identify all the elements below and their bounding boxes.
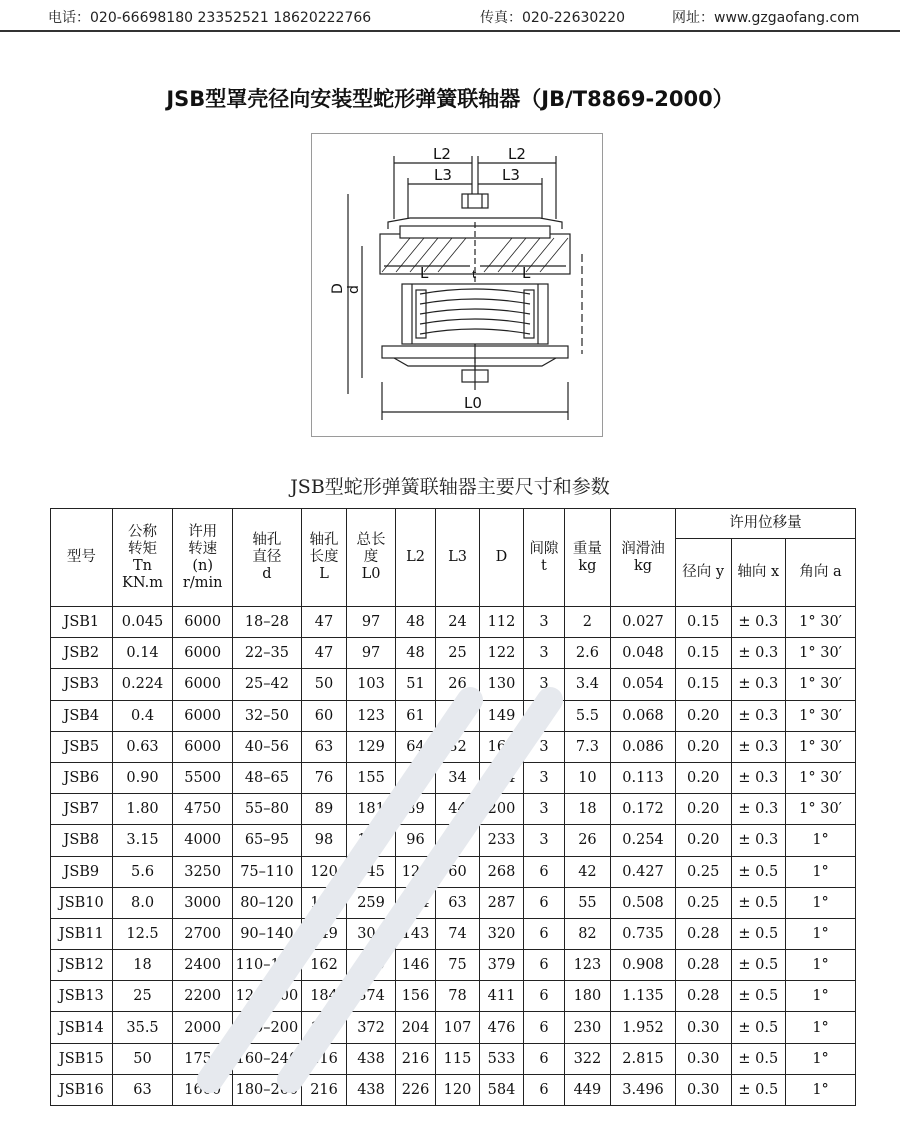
table-cell: ± 0.5	[731, 856, 786, 887]
table-cell: 50	[301, 669, 347, 700]
table-cell: 63	[436, 887, 479, 918]
table-cell: JSB11	[51, 918, 113, 949]
header-l3: L3	[436, 509, 479, 607]
table-cell: 0.027	[611, 607, 676, 638]
table-cell: 97	[347, 638, 396, 669]
table-cell: 0.508	[611, 887, 676, 918]
table-cell: 121	[395, 856, 435, 887]
table-row	[51, 794, 856, 825]
table-cell: 0.30	[675, 1043, 731, 1074]
header-d: D	[479, 509, 523, 607]
table-cell: 123	[564, 950, 611, 981]
table-cell: 216	[301, 1043, 347, 1074]
table-cell: 320	[479, 918, 523, 949]
table-row	[51, 731, 856, 762]
table-cell: 1° 30′	[786, 700, 856, 731]
table-cell: 322	[564, 1043, 611, 1074]
table-cell: JSB16	[51, 1074, 113, 1105]
table-cell: 110–170	[233, 950, 302, 981]
table-cell: 259	[347, 887, 396, 918]
table-cell: 0.735	[611, 918, 676, 949]
table-cell: ± 0.3	[731, 607, 786, 638]
table-cell: JSB5	[51, 731, 113, 762]
table-cell: 1°	[786, 1074, 856, 1105]
label-t: t	[472, 268, 477, 281]
table-cell: 200	[479, 794, 523, 825]
table-cell: 25–42	[233, 669, 302, 700]
table-cell: ± 0.3	[731, 762, 786, 793]
header-bore-diameter: 轴孔 直径 d	[233, 509, 302, 607]
table-cell: 1.135	[611, 981, 676, 1012]
table-cell: JSB13	[51, 981, 113, 1012]
table-cell: 6	[524, 950, 564, 981]
table-cell: 199	[347, 825, 396, 856]
table-cell: 12.5	[112, 918, 173, 949]
table-cell: 7.3	[564, 731, 611, 762]
table-cell: 1° 30′	[786, 638, 856, 669]
table-title: JSB型蛇形弹簧联轴器主要尺寸和参数	[290, 476, 610, 498]
table-cell: 48	[395, 638, 435, 669]
table-cell: JSB8	[51, 825, 113, 856]
table-cell: 0.4	[112, 700, 173, 731]
table-row	[51, 669, 856, 700]
table-cell: 120–200	[233, 981, 302, 1012]
label-d-outer: D	[330, 283, 346, 294]
table-cell: 3250	[173, 856, 233, 887]
table-cell: 1°	[786, 918, 856, 949]
table-cell: 8.0	[112, 887, 173, 918]
table-cell: 230	[564, 1012, 611, 1043]
table-cell: ± 0.3	[731, 731, 786, 762]
table-cell: 287	[479, 887, 523, 918]
table-cell: 0.113	[611, 762, 676, 793]
label-l2-right: L2	[508, 145, 526, 163]
table-cell: 90–140	[233, 918, 302, 949]
table-cell: JSB7	[51, 794, 113, 825]
table-cell: 80–120	[233, 887, 302, 918]
label-l-right: L	[522, 264, 531, 282]
header-gap: 间隙 t	[524, 509, 564, 607]
header-l2: L2	[395, 509, 435, 607]
table-cell: 476	[479, 1012, 523, 1043]
table-cell: 26	[436, 669, 479, 700]
table-row	[51, 1043, 856, 1074]
table-cell: 449	[564, 1074, 611, 1105]
table-cell: 0.28	[675, 918, 731, 949]
table-cell: 48–65	[233, 762, 302, 793]
table-cell: JSB9	[51, 856, 113, 887]
table-cell: 3	[524, 638, 564, 669]
table-cell: JSB1	[51, 607, 113, 638]
table-cell: 5500	[173, 762, 233, 793]
table-cell: 48	[395, 607, 435, 638]
table-cell: JSB15	[51, 1043, 113, 1074]
table-cell: 123	[347, 700, 396, 731]
table-cell: 438	[347, 1043, 396, 1074]
table-cell: 1.952	[611, 1012, 676, 1043]
table-cell: 31	[436, 700, 479, 731]
table-cell: 127	[301, 887, 347, 918]
table-cell: 245	[347, 856, 396, 887]
table-cell: 0.054	[611, 669, 676, 700]
table-cell: 6000	[173, 669, 233, 700]
table-cell: 163	[479, 731, 523, 762]
table-cell: ± 0.3	[731, 825, 786, 856]
table-cell: 1.80	[112, 794, 173, 825]
table-cell: 3	[524, 607, 564, 638]
table-cell: 1°	[786, 981, 856, 1012]
table-cell: 155	[347, 762, 396, 793]
header-torque: 公称 转矩 Tn KN.m	[112, 509, 173, 607]
table-cell: 67	[395, 762, 435, 793]
table-cell: 107	[436, 1012, 479, 1043]
table-cell: JSB3	[51, 669, 113, 700]
table-cell: 160–240	[233, 1043, 302, 1074]
contact-header	[0, 0, 900, 30]
table-cell: JSB2	[51, 638, 113, 669]
table-cell: 0.20	[675, 794, 731, 825]
table-cell: 0.427	[611, 856, 676, 887]
table-cell: 26	[564, 825, 611, 856]
table-cell: 146	[395, 950, 435, 981]
table-cell: 156	[395, 981, 435, 1012]
table-cell: ± 0.3	[731, 794, 786, 825]
table-row	[51, 887, 856, 918]
table-cell: 149	[479, 700, 523, 731]
table-cell: 25	[112, 981, 173, 1012]
table-cell: 3	[524, 794, 564, 825]
table-cell: 3	[524, 700, 564, 731]
table-cell: 533	[479, 1043, 523, 1074]
table-row	[51, 1074, 856, 1105]
table-cell: 0.15	[675, 638, 731, 669]
table-row	[51, 856, 856, 887]
parameter-table	[50, 508, 856, 1106]
table-cell: 18	[564, 794, 611, 825]
table-cell: JSB4	[51, 700, 113, 731]
table-cell: 1° 30′	[786, 762, 856, 793]
header-axial: 轴向 x	[731, 539, 786, 607]
table-cell: 6	[524, 1012, 564, 1043]
label-l3-right: L3	[502, 166, 520, 184]
table-cell: 226	[395, 1074, 435, 1105]
table-cell: 174	[479, 762, 523, 793]
phone-text: 电话：020-66698180 23352521 18620222766	[48, 10, 372, 26]
table-cell: 63	[112, 1074, 173, 1105]
table-cell: 183	[301, 1012, 347, 1043]
table-cell: 51	[395, 669, 435, 700]
table-cell: 0.086	[611, 731, 676, 762]
table-cell: 1°	[786, 825, 856, 856]
table-cell: 180–260	[233, 1074, 302, 1105]
table-cell: 6000	[173, 731, 233, 762]
table-cell: 0.068	[611, 700, 676, 731]
table-cell: 82	[564, 918, 611, 949]
header-grease: 润滑油 kg	[611, 509, 676, 607]
table-cell: 6	[524, 1043, 564, 1074]
label-l0: L0	[464, 394, 482, 412]
table-cell: 63	[301, 731, 347, 762]
table-cell: 5.6	[112, 856, 173, 887]
table-cell: 0.224	[112, 669, 173, 700]
website-link[interactable]: 网址：www.gzgaofang.com	[672, 10, 860, 26]
table-cell: 3.4	[564, 669, 611, 700]
table-cell: 0.908	[611, 950, 676, 981]
table-cell: 0.172	[611, 794, 676, 825]
table-cell: ± 0.3	[731, 638, 786, 669]
table-cell: 0.90	[112, 762, 173, 793]
table-cell: 47	[301, 638, 347, 669]
table-cell: 25	[436, 638, 479, 669]
table-cell: 89	[395, 794, 435, 825]
table-cell: 35.5	[112, 1012, 173, 1043]
table-cell: 1° 30′	[786, 794, 856, 825]
table-cell: 4000	[173, 825, 233, 856]
table-cell: 32–50	[233, 700, 302, 731]
table-cell: 112	[479, 607, 523, 638]
table-cell: 162	[301, 950, 347, 981]
label-l2-left: L2	[433, 145, 451, 163]
table-cell: 0.045	[112, 607, 173, 638]
table-cell: 120	[301, 856, 347, 887]
table-cell: 3	[524, 731, 564, 762]
table-row	[51, 607, 856, 638]
table-cell: ± 0.5	[731, 1043, 786, 1074]
table-cell: JSB12	[51, 950, 113, 981]
table-cell: 34	[436, 762, 479, 793]
table-cell: 124	[395, 887, 435, 918]
table-cell: 374	[347, 981, 396, 1012]
table-cell: ± 0.5	[731, 1012, 786, 1043]
table-cell: 6	[524, 887, 564, 918]
table-cell: 0.25	[675, 887, 731, 918]
table-cell: 60	[301, 700, 347, 731]
table-cell: 18–28	[233, 607, 302, 638]
table-cell: 47	[301, 607, 347, 638]
table-cell: 6000	[173, 638, 233, 669]
table-cell: 3	[524, 762, 564, 793]
table-cell: 0.20	[675, 731, 731, 762]
table-cell: 6	[524, 1074, 564, 1105]
coupling-drawing	[311, 133, 603, 437]
table-cell: 18	[112, 950, 173, 981]
table-cell: 2000	[173, 1012, 233, 1043]
table-cell: ± 0.3	[731, 700, 786, 731]
label-d-bore: d	[346, 285, 362, 294]
table-cell: 204	[395, 1012, 435, 1043]
table-cell: 120	[436, 1074, 479, 1105]
table-row	[51, 638, 856, 669]
table-cell: 129	[347, 731, 396, 762]
table-cell: 50	[112, 1043, 173, 1074]
table-cell: 115	[436, 1043, 479, 1074]
table-cell: 1750	[173, 1043, 233, 1074]
table-cell: 47	[436, 825, 479, 856]
table-cell: 184	[301, 981, 347, 1012]
coupling-drawing-svg	[312, 134, 602, 436]
table-cell: 584	[479, 1074, 523, 1105]
table-cell: JSB6	[51, 762, 113, 793]
table-cell: 1°	[786, 1043, 856, 1074]
table-cell: 97	[347, 607, 396, 638]
table-cell: 233	[479, 825, 523, 856]
table-cell: 6000	[173, 607, 233, 638]
table-cell: ± 0.3	[731, 669, 786, 700]
table-row	[51, 825, 856, 856]
table-cell: 75	[436, 950, 479, 981]
table-cell: 2.6	[564, 638, 611, 669]
table-cell: 0.28	[675, 981, 731, 1012]
table-cell: 0.15	[675, 607, 731, 638]
table-cell: 1°	[786, 1012, 856, 1043]
table-cell: 140–200	[233, 1012, 302, 1043]
table-cell: 268	[479, 856, 523, 887]
table-cell: 0.30	[675, 1012, 731, 1043]
label-l3-left: L3	[434, 166, 452, 184]
table-cell: 3.15	[112, 825, 173, 856]
table-cell: 75–110	[233, 856, 302, 887]
page-title: JSB型罩壳径向安装型蛇形弹簧联轴器（JB/T8869-2000）	[166, 87, 734, 111]
table-cell: JSB10	[51, 887, 113, 918]
table-cell: 103	[347, 669, 396, 700]
table-cell: 0.20	[675, 700, 731, 731]
table-cell: 0.14	[112, 638, 173, 669]
table-body	[51, 607, 856, 1106]
table-cell: 44	[436, 794, 479, 825]
table-cell: 2700	[173, 918, 233, 949]
table-cell: 2.815	[611, 1043, 676, 1074]
table-cell: 60	[436, 856, 479, 887]
table-cell: 372	[347, 1012, 396, 1043]
table-cell: 98	[301, 825, 347, 856]
table-cell: 0.28	[675, 950, 731, 981]
header-weight: 重量 kg	[564, 509, 611, 607]
table-cell: 122	[479, 638, 523, 669]
table-cell: 0.048	[611, 638, 676, 669]
header-bore-length: 轴孔 长度 L	[301, 509, 347, 607]
table-cell: 1°	[786, 887, 856, 918]
table-cell: 78	[436, 981, 479, 1012]
table-cell: 3	[524, 669, 564, 700]
table-cell: 438	[347, 1074, 396, 1105]
table-cell: 40–56	[233, 731, 302, 762]
table-cell: 32	[436, 731, 479, 762]
table-cell: 0.25	[675, 856, 731, 887]
header-total-length: 总长 度 L0	[347, 509, 396, 607]
table-cell: ± 0.5	[731, 887, 786, 918]
table-cell: 22–35	[233, 638, 302, 669]
table-cell: 0.15	[675, 669, 731, 700]
fax-text: 传真：020-22630220	[480, 10, 626, 26]
table-cell: 4750	[173, 794, 233, 825]
table-cell: 6000	[173, 700, 233, 731]
table-cell: 1° 30′	[786, 731, 856, 762]
table-cell: 42	[564, 856, 611, 887]
table-cell: 216	[301, 1074, 347, 1105]
table-cell: ± 0.5	[731, 950, 786, 981]
table-cell: 89	[301, 794, 347, 825]
table-cell: 55	[564, 887, 611, 918]
table-cell: 180	[564, 981, 611, 1012]
table-cell: 0.20	[675, 825, 731, 856]
table-cell: 130	[479, 669, 523, 700]
table-cell: 65–95	[233, 825, 302, 856]
table-cell: 379	[479, 950, 523, 981]
table-cell: ± 0.5	[731, 981, 786, 1012]
table-cell: 411	[479, 981, 523, 1012]
table-cell: 330	[347, 950, 396, 981]
header-radial: 径向 y	[675, 539, 731, 607]
table-cell: 2200	[173, 981, 233, 1012]
header-speed: 许用 转速 (n) r/min	[173, 509, 233, 607]
table-cell: 1°	[786, 856, 856, 887]
header-displacement: 许用位移量	[675, 509, 855, 539]
table-row	[51, 1012, 856, 1043]
table-cell: 64	[395, 731, 435, 762]
table-cell: 5.5	[564, 700, 611, 731]
table-cell: 1° 30′	[786, 669, 856, 700]
table-cell: 6	[524, 856, 564, 887]
table-cell: 149	[301, 918, 347, 949]
table-row	[51, 762, 856, 793]
header-model: 型号	[51, 509, 113, 607]
table-cell: 3000	[173, 887, 233, 918]
table-cell: 0.254	[611, 825, 676, 856]
table-cell: 10	[564, 762, 611, 793]
table-row	[51, 918, 856, 949]
label-l-left: L	[420, 264, 429, 282]
table-row	[51, 950, 856, 981]
table-cell: 55–80	[233, 794, 302, 825]
table-cell: JSB14	[51, 1012, 113, 1043]
table-cell: 3.496	[611, 1074, 676, 1105]
table-cell: 0.63	[112, 731, 173, 762]
table-cell: 76	[301, 762, 347, 793]
table-cell: 2	[564, 607, 611, 638]
table-cell: 181	[347, 794, 396, 825]
table-cell: 1° 30′	[786, 607, 856, 638]
table-cell: 96	[395, 825, 435, 856]
table-cell: 1600	[173, 1074, 233, 1105]
table-cell: 2400	[173, 950, 233, 981]
table-cell: 304	[347, 918, 396, 949]
table-cell: 6	[524, 981, 564, 1012]
header-angular: 角向 a	[786, 539, 856, 607]
table-row	[51, 700, 856, 731]
table-cell: 3	[524, 825, 564, 856]
table-cell: 24	[436, 607, 479, 638]
table-cell: 74	[436, 918, 479, 949]
table-cell: ± 0.5	[731, 1074, 786, 1105]
table-row	[51, 981, 856, 1012]
table-cell: 61	[395, 700, 435, 731]
table-cell: 1°	[786, 950, 856, 981]
table-cell: 0.20	[675, 762, 731, 793]
header-divider	[0, 30, 900, 32]
table-cell: ± 0.5	[731, 918, 786, 949]
table-cell: 6	[524, 918, 564, 949]
table-cell: 216	[395, 1043, 435, 1074]
table-cell: 0.30	[675, 1074, 731, 1105]
table-cell: 143	[395, 918, 435, 949]
